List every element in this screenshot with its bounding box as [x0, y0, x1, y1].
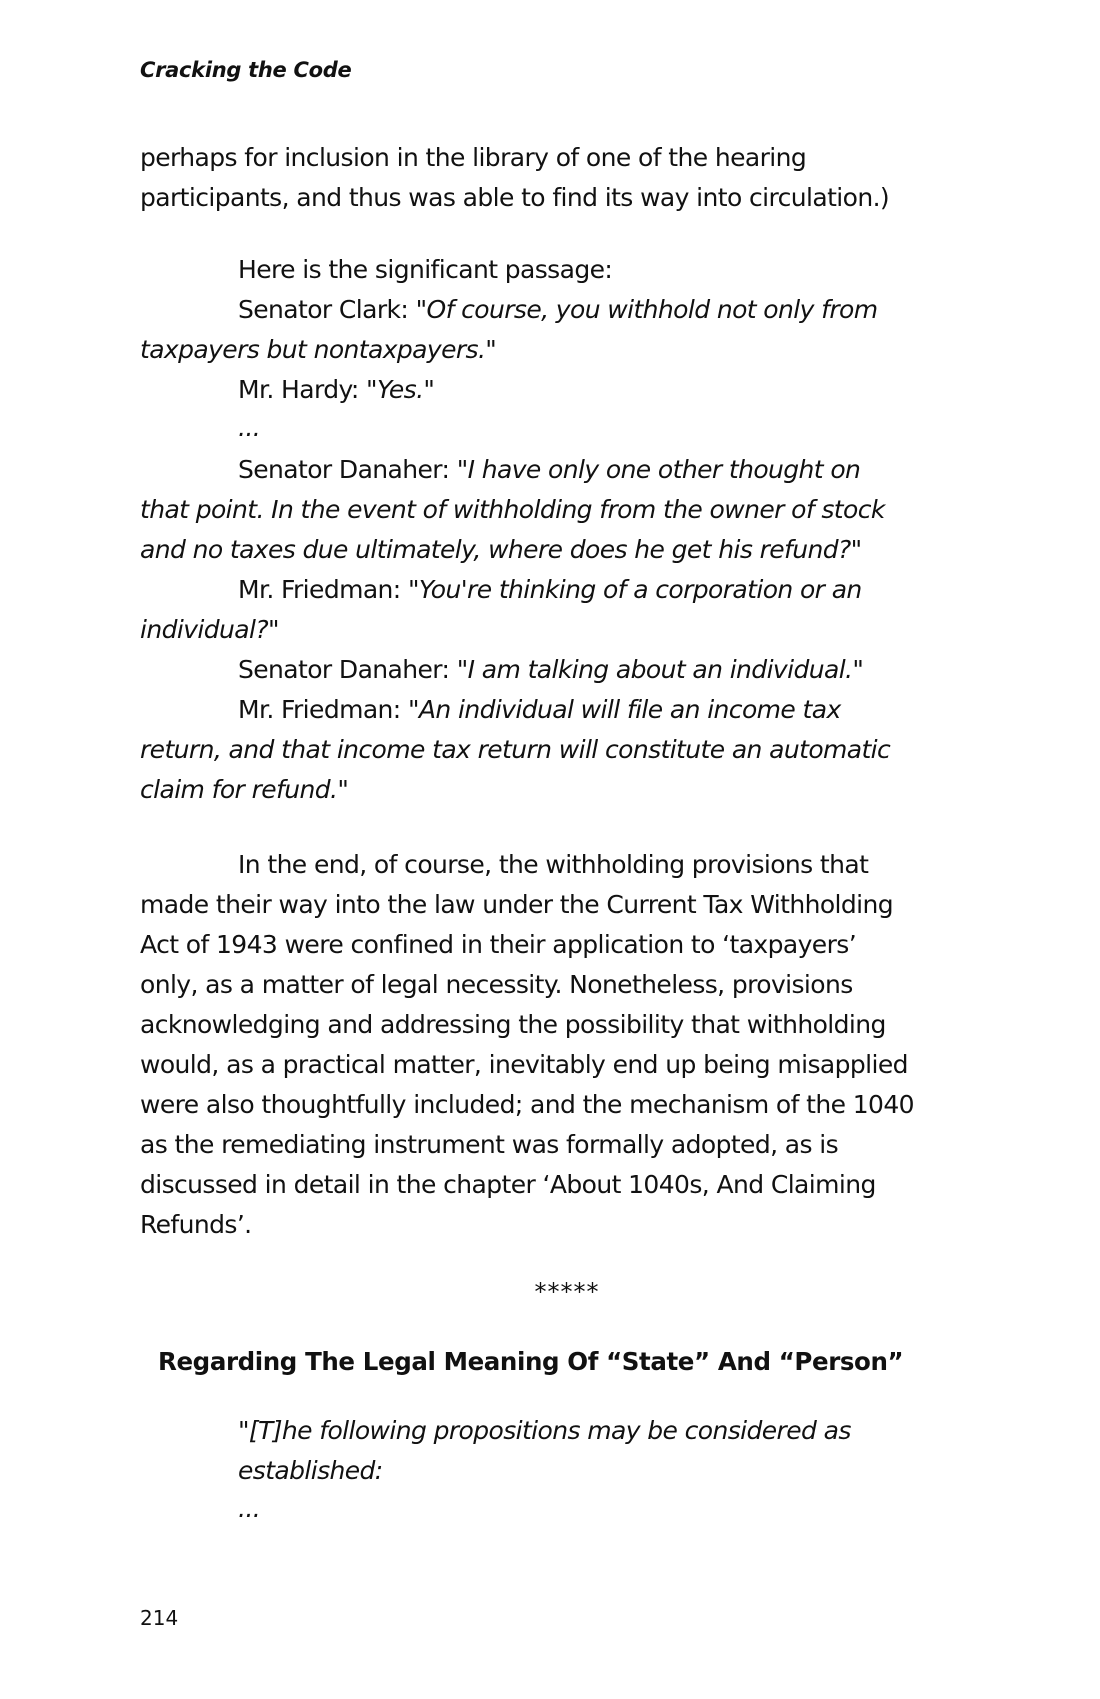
speaker-quote: "You're thinking of a corporation or an [407, 575, 862, 604]
quote-continuation: return, and that income tax return will constitute an automatic [140, 735, 891, 764]
speaker-name: Mr. Hardy: [238, 375, 359, 404]
speaker-name: Mr. Friedman: [238, 695, 401, 724]
body-line: perhaps for inclusion in the library of one of the hearing [140, 143, 807, 172]
speaker-name: Senator Danaher: [238, 455, 450, 484]
running-header: Cracking the Code [140, 58, 352, 82]
transcript-line [238, 575, 862, 605]
body-line: only, as a matter of legal necessity. Nonetheless, provisions [140, 970, 853, 999]
quote-continuation: and no taxes due ultimately, where does he get his refund?" [140, 535, 862, 564]
quote-continuation: claim for refund." [140, 775, 349, 804]
speaker-quote: "Of course, you withhold not only from [415, 295, 878, 324]
body-line: discussed in detail in the chapter ‘About 1040s, And Claiming [140, 1170, 876, 1199]
body-line: as the remediating instrument was formally adopted, as is [140, 1130, 839, 1159]
body-line: participants, and thus was able to find its way into circulation.) [140, 183, 890, 212]
page-number: 214 [140, 1606, 179, 1630]
body-line: were also thoughtfully included; and the mechanism of the 1040 [140, 1090, 914, 1119]
speaker-quote: "I am talking about an individual." [456, 655, 864, 684]
speaker-name: Senator Danaher: [238, 655, 450, 684]
quote-continuation: that point. In the event of withholding from the owner of stock [140, 495, 885, 524]
body-line: would, as a practical matter, inevitably end up being misapplied [140, 1050, 908, 1079]
section-separator: ***** [534, 1278, 600, 1306]
body-line: Refunds’. [140, 1210, 252, 1239]
body-line: In the end, of course, the withholding provisions that [238, 850, 869, 879]
speaker-quote: "I have only one other thought on [456, 455, 861, 484]
block-quote-line: established: [238, 1456, 383, 1485]
quote-continuation: taxpayers but nontaxpayers." [140, 335, 497, 364]
ellipsis: ... [238, 1494, 261, 1523]
block-quote-line: "[T]he following propositions may be considered as [238, 1416, 851, 1445]
transcript-line [238, 695, 841, 725]
speaker-quote: "Yes." [366, 375, 435, 404]
speaker-quote: "An individual will file an income tax [407, 695, 841, 724]
ellipsis: ... [238, 413, 261, 442]
body-line: made their way into the law under the Current Tax Withholding [140, 890, 894, 919]
transcript-line [238, 655, 863, 685]
transcript-line [238, 295, 877, 325]
transcript-line [238, 375, 434, 405]
passage-intro: Here is the significant passage: [238, 255, 613, 284]
body-line: Act of 1943 were confined in their application to ‘taxpayers’ [140, 930, 857, 959]
speaker-name: Senator Clark: [238, 295, 409, 324]
body-line: acknowledging and addressing the possibility that withholding [140, 1010, 886, 1039]
section-heading: Regarding The Legal Meaning Of “State” And “Person” [158, 1347, 904, 1376]
quote-continuation: individual?" [140, 615, 279, 644]
speaker-name: Mr. Friedman: [238, 575, 401, 604]
transcript-line [238, 455, 860, 485]
